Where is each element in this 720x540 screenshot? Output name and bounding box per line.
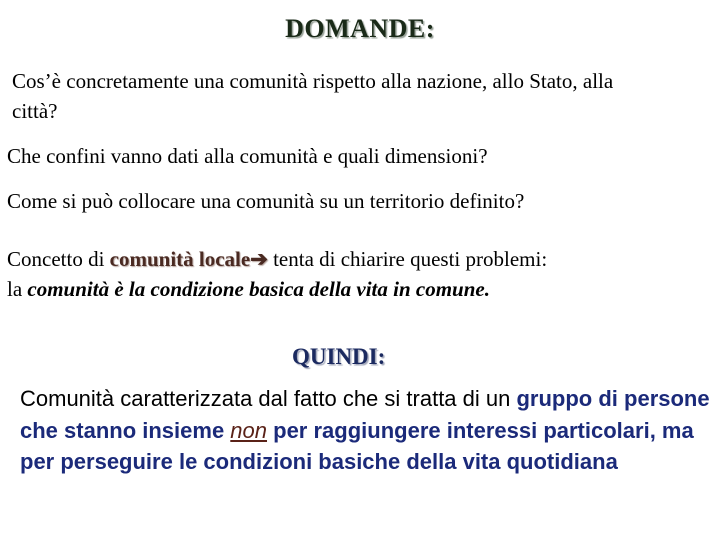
concept-line2-prefix: la: [7, 277, 28, 301]
right-arrow-icon: ➔: [250, 247, 268, 271]
concept-after-arrow: tenta di chiarire questi problemi:: [267, 247, 548, 271]
conclusion-bold-2: per raggiungere interessi particolari, ma per perseguire le condizioni basiche della vita quotidiana: [20, 417, 694, 474]
concept-prefix: Concetto di: [7, 247, 110, 271]
question-1: Cos’è concretamente una comunità rispetto alla nazione, allo Stato, alla città?: [12, 69, 614, 123]
concept-emphasis: comunità è la condizione basica della vita in comune.: [27, 277, 490, 301]
page-title-text: DOMANDE:: [285, 14, 435, 43]
page-title: [0, 14, 720, 44]
section-subtitle: QUINDI:: [292, 344, 386, 369]
question-3: Come si può collocare una comunità su un territorio definito?: [7, 189, 525, 213]
concept-highlight: comunità locale: [109, 247, 251, 271]
concept-paragraph: [7, 244, 712, 304]
conclusion-part1: Comunità caratterizzata dal fatto che si tratta di un: [20, 386, 517, 411]
conclusion-underlined-word: non: [230, 417, 268, 443]
conclusion-paragraph: [20, 383, 715, 478]
conclusion-bold-1: gruppo di persone che stanno insieme: [20, 386, 710, 443]
question-2: Che confini vanno dati alla comunità e quali dimensioni?: [7, 144, 488, 168]
